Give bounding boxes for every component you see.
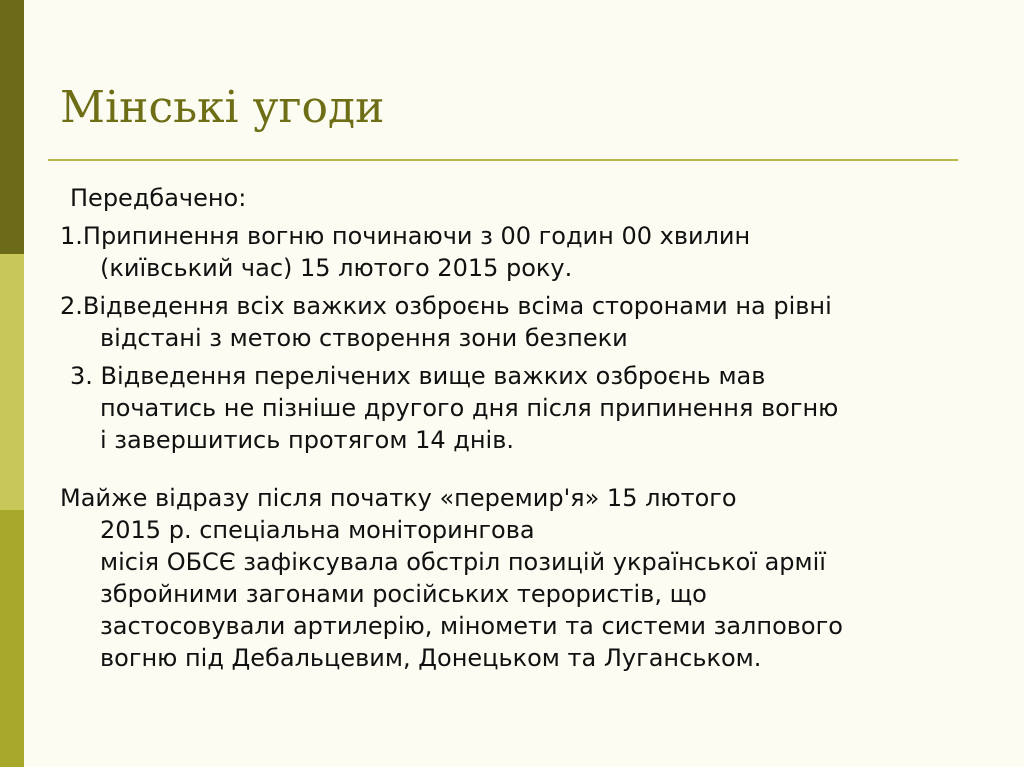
list-item-3-line-2: початись не пізніше другого дня після припинення вогню: [100, 394, 839, 422]
closing-paragraph: [60, 482, 970, 674]
side-bar-segment-mid: [0, 510, 24, 767]
list-item-1-line-2: (київський час) 15 лютого 2015 року.: [100, 254, 573, 282]
closing-line-2: 2015 р. спеціальна моніторингова: [100, 516, 535, 544]
closing-line-3: місія ОБСЄ зафіксувала обстріл позицій української армії: [100, 548, 826, 576]
closing-line-4: збройними загонами російських терористів, що: [100, 580, 707, 608]
side-accent-bar: [0, 0, 24, 767]
closing-line-5: застосовували артилерію, міномети та системи залпового: [100, 612, 843, 640]
slide-title: Мінські угоди: [60, 82, 385, 133]
side-bar-segment-dark: [0, 0, 24, 254]
list-item-3: [60, 360, 970, 456]
list-item-3-line-3: і завершитись протягом 14 днів.: [100, 426, 514, 454]
closing-line-1: Майже відразу після початку «перемир'я» 15 лютого: [60, 484, 737, 512]
list-item-2: [60, 290, 970, 354]
slide-body: [60, 182, 970, 674]
list-item-1-line-1: 1.Припинення вогню починаючи з 00 годин 00 хвилин: [60, 222, 751, 250]
list-item-1: [60, 220, 970, 284]
side-bar-segment-light: [0, 254, 24, 510]
list-item-2-line-2: відстані з метою створення зони безпеки: [100, 324, 628, 352]
closing-line-6: вогню під Дебальцевим, Донецьком та Луганськом.: [100, 644, 762, 672]
intro-text: Передбачено:: [70, 184, 247, 212]
title-underline: [48, 159, 958, 161]
list-item-3-line-1: 3. Відведення перелічених вище важких озброєнь мав: [70, 362, 766, 390]
list-item-2-line-1: 2.Відведення всіх важких озброєнь всіма сторонами на рівні: [60, 292, 832, 320]
